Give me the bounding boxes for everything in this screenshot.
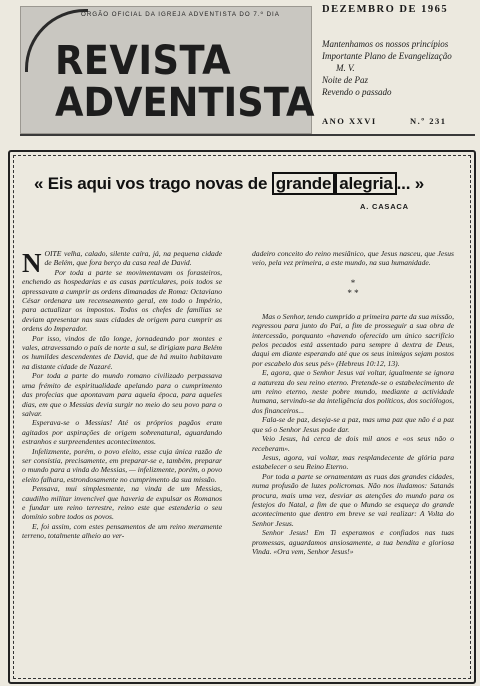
article-paragraph: Jesus, agora, vai voltar, mas resplandecente de glória para estabelecer o seu Reino Eterno. (252, 452, 454, 472)
article-paragraph: NOITE velha, calado, silente caíra, já, na pequena cidade de Belém, que fora berço da casa real de David. (22, 248, 222, 278)
article-paragraph: Por toda a parte se ornamentam as ruas das grandes cidades, numa profusão de luzes policromas. Não nos iludamos: Satanás procura, mais uma vez, desviar as atenções do mundo para os festejos do Natal, a fim de que o Mundo se esqueça do grande acontecimento que dentro em breve se vai realizar: A Volta do Senhor Jesus. (252, 471, 454, 528)
masthead-title-revista: REVISTA (55, 38, 232, 84)
article-paragraph: Veio Jesus, há cerca de dois mil anos e «os seus não o receberam». (252, 434, 454, 453)
toc-item[interactable]: Noite de Paz (322, 75, 368, 85)
article-column-left (22, 249, 222, 541)
article-paragraph: Por toda a parte se movimentavam os forasteiros, enchendo as hospedarias e as casas particulares, pois todos se apressavam a cumprir as ordens dimanadas de Roma: Octaviano César ordenara um recenseamento geral, em todo o Império, para actualizar os impostos. Todos os chefes de famílias se deviam apresentar nas suas cidades de origem para cumprir as ordens do Imperador. (22, 267, 222, 334)
article-paragraph: Senhor Jesus! Em Ti esperamos e confiados nas tuas promessas, aguardamos ansiosamente, a tua bendita e gloriosa Vinda. «Ora vem, Senhor Jesus!» (252, 528, 454, 556)
section-break-stars: * * * (347, 277, 359, 298)
article-paragraph: Pensava, mui simplesmente, na vinda de um Messias, caudilho militar invencível que haveria de expulsar os Romanos e fundar um reino terrestre, reino este que estenderia o seu domínio sobre todos os povos. (22, 484, 222, 522)
issue-year: ANO XXVI (322, 116, 377, 126)
headline-text-start: « Eis aqui vos trago novas de (34, 174, 272, 193)
article-paragraph: Mas o Senhor, tendo cumprido a primeira parte da sua missão, regressou para junto do Pai, a fim de prosseguir a sua obra de intercessão, porquanto «havendo oferecido um único sacrifício pelos pecados está assentado para sempre à dextra de Deus, daqui em diante esperando até que os seus inimigos sejam postos por escabelo dos seus pés» (Hebreus 10:12, 13). (252, 311, 454, 368)
article-headline (34, 174, 424, 194)
article-paragraph: Infelizmente, porém, o povo eleito, esse cuja única razão de ser consistia, precisamente, em preparar-se e, também, preparar o mundo para a vinda do Messias, — infelizmente, porém, o povo eleito falhara, estrondosamente no cumprimento da sua missão. (22, 446, 222, 484)
article-paragraph: Por isso, vindos de tão longe, jornadeando por montes e vales, atravessando o país de norte a sul, se dirigiam para Belém os humildes descendentes de David, que de há muito habitavam na distante cidade de Nazaré. (22, 333, 222, 371)
masthead (20, 6, 315, 134)
article-paragraph: Por toda a parte do mundo romano civilizado perpassava uma frémito de espiritualidade apelando para o cumprimento das profecias que apontavam para aquela época, para aqueles dias, em que o Messias devia surgir no meio do seu povo para o salvar. (22, 371, 222, 418)
article-author: A. CASACA (360, 202, 409, 211)
drop-cap: N (22, 248, 42, 278)
table-of-contents (322, 38, 472, 98)
article-paragraph: Fala-se de paz, deseja-se a paz, mas uma paz que não é a paz que só o Senhor Jesus pode dar. (252, 415, 454, 434)
headline-boxed-word-alegria: alegria (335, 172, 396, 195)
issue-number: N.º 231 (410, 116, 447, 126)
article-paragraph: E, agora, que o Senhor Jesus vai voltar, igualmente se ignora a natureza do seu reino eterno. Pretende-se o estabelecimento de um reino eterno, neste pobre mundo, mediante a actividade humana, servindo-se da inteligência dos políticos, dos sociólogos, dos financeiros... (252, 368, 454, 415)
issue-info (322, 116, 446, 126)
article-paragraph: E, foi assim, com estes pensamentos de um reino meramente terreno, totalmente alheio ao ver- (22, 521, 222, 541)
header-divider (20, 134, 475, 136)
masthead-tagline: ÓRGÃO OFICIAL DA IGREJA ADVENTISTA DO 7.º DIA (81, 11, 280, 18)
article-paragraph: Esperava-se o Messias! Até os próprios pagãos eram agitados por aspirações de origem sobrenatural, aguardando estranhos e surpreendentes acontecimentos. (22, 418, 222, 447)
masthead-title-adventista: ADVENTISTA (55, 80, 315, 126)
headline-boxed-word-grande: grande (272, 172, 335, 195)
toc-item[interactable]: Importante Plano de Evangelização (322, 51, 452, 61)
toc-item[interactable]: M. V. (336, 63, 355, 73)
issue-date: DEZEMBRO DE 1965 (322, 4, 449, 15)
article-paragraph: dadeiro conceito do reino mesiânico, que Jesus nasceu, que Jesus veio, pela vez primeira, a este mundo, na sua humanidade. (252, 249, 454, 268)
toc-item[interactable]: Revendo o passado (322, 87, 392, 97)
toc-item[interactable]: Mantenhamos os nossos princípios (322, 39, 449, 49)
article-column-right (252, 249, 454, 556)
headline-text-end: ... » (396, 174, 425, 193)
